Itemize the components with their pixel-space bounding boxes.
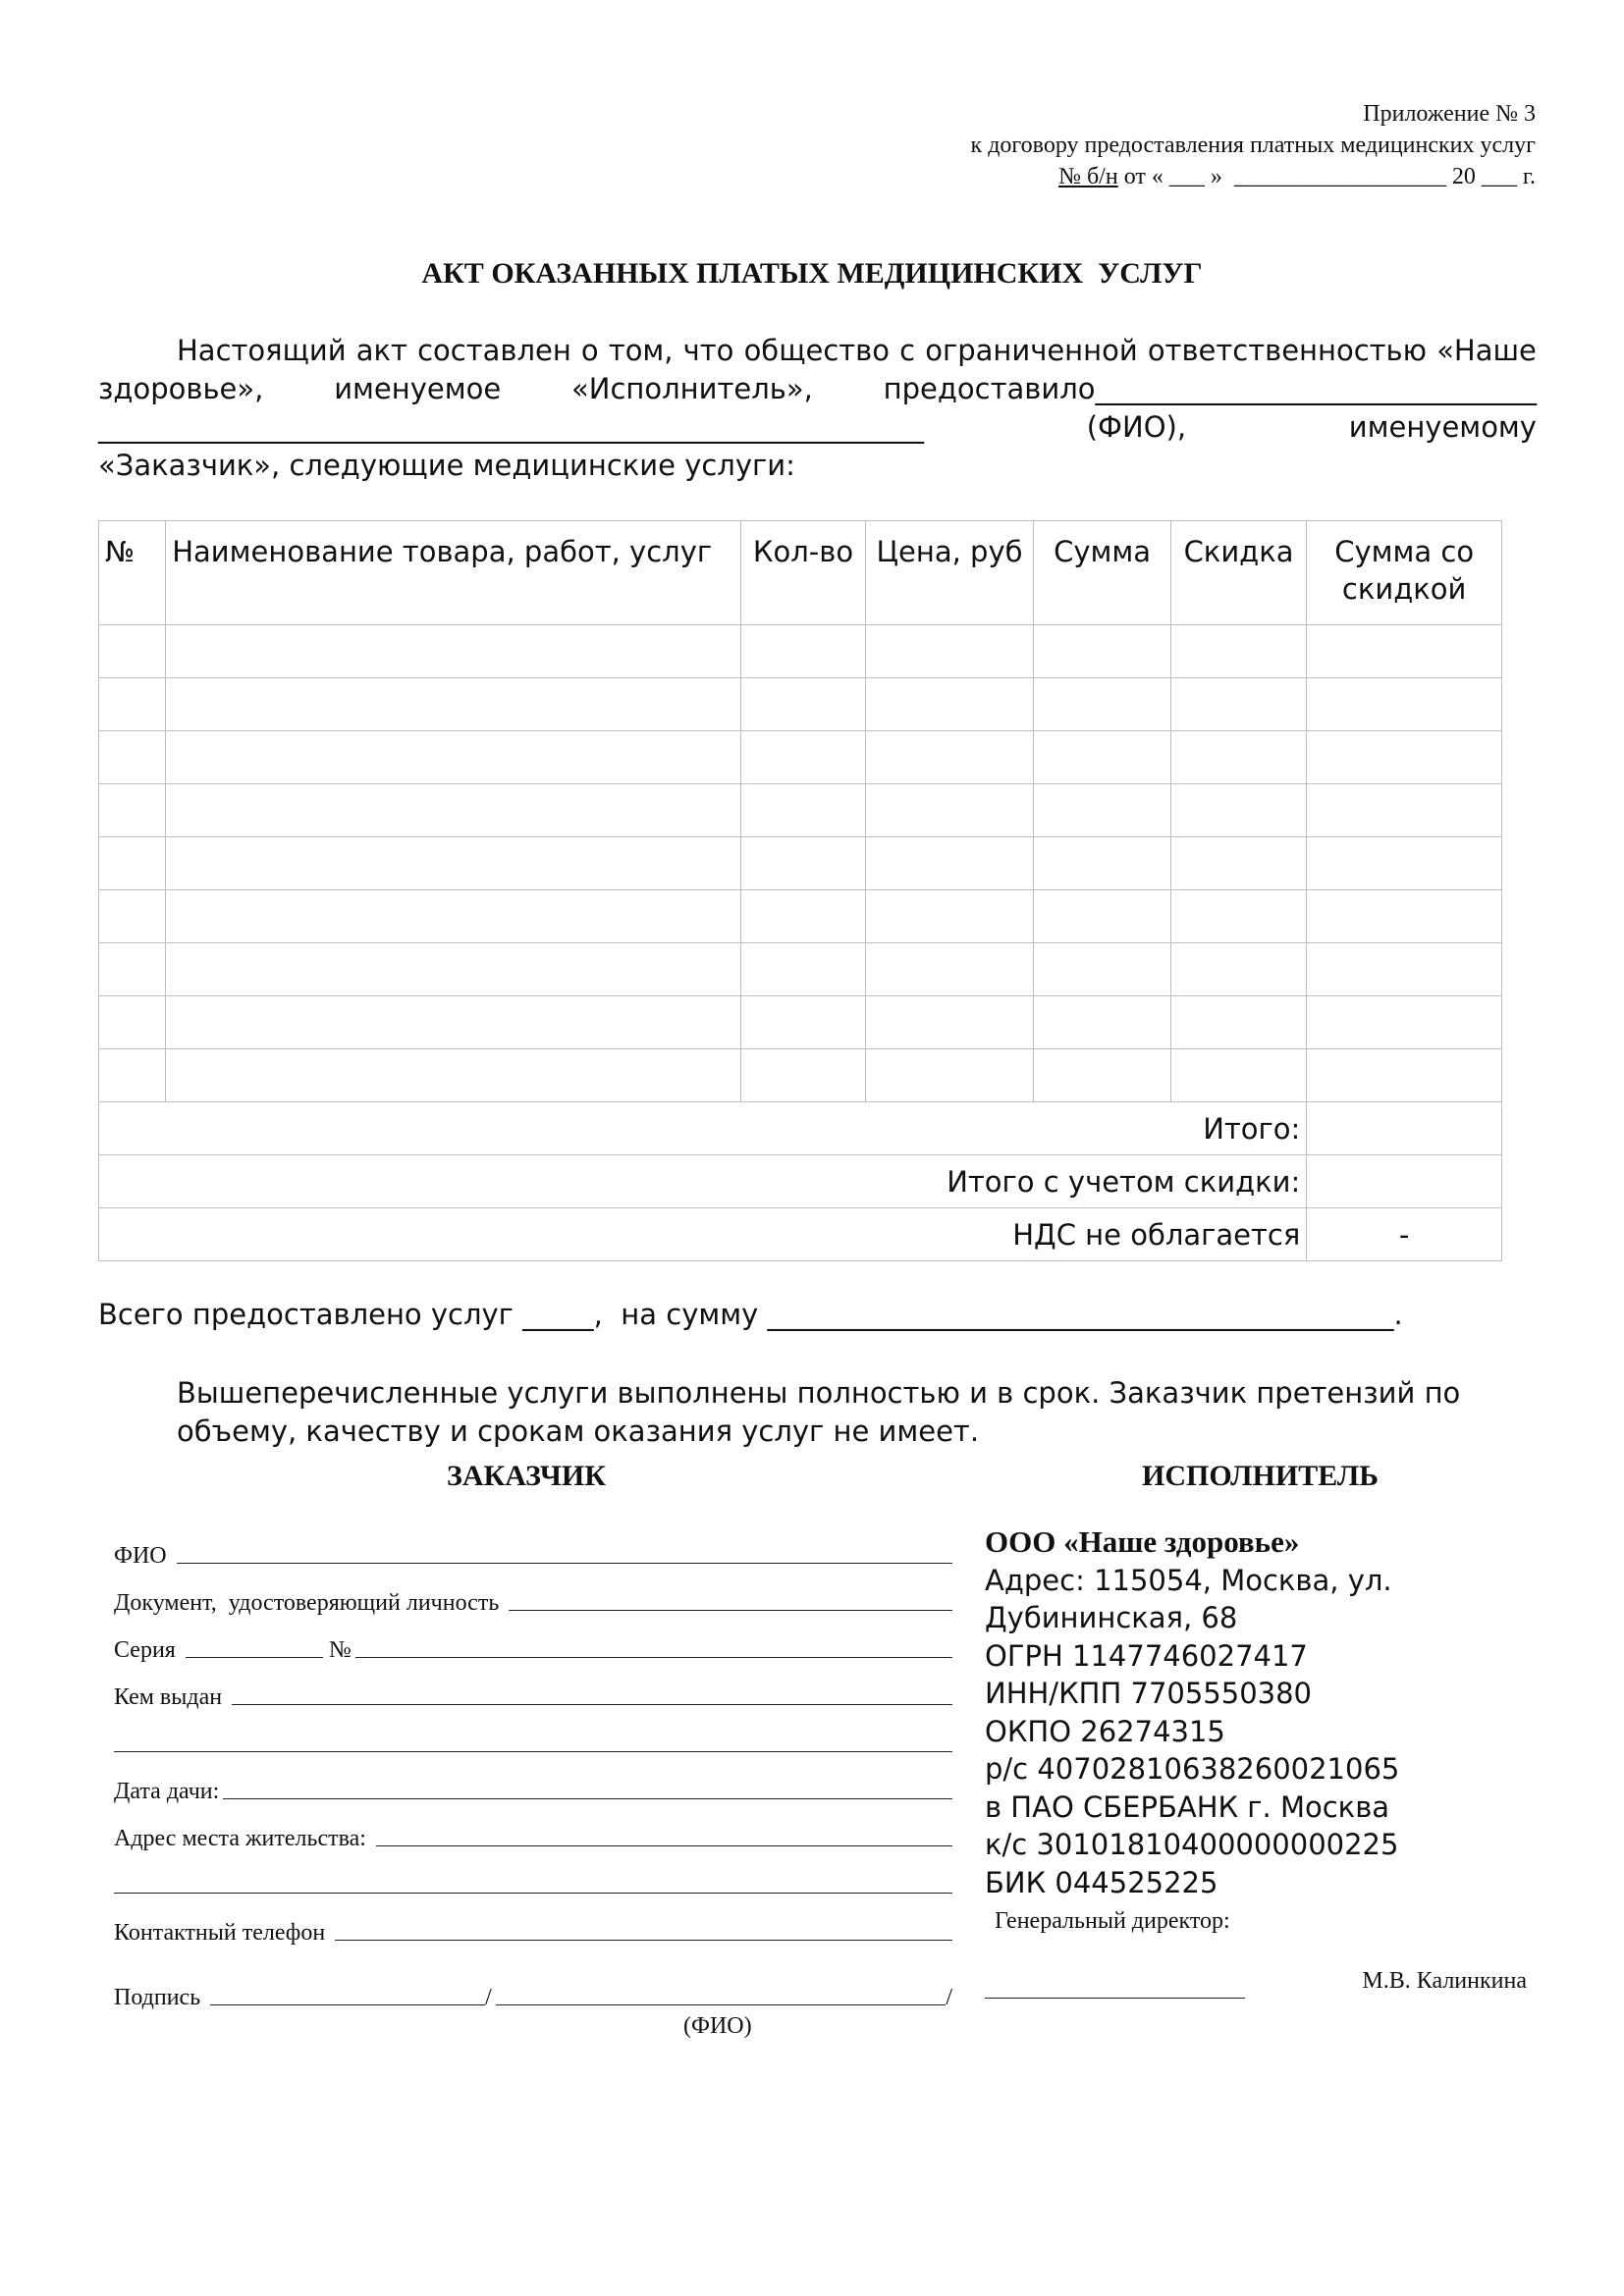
- table-cell[interactable]: [1170, 625, 1306, 678]
- table-cell[interactable]: [1170, 890, 1306, 943]
- table-cell[interactable]: [99, 837, 166, 890]
- table-cell[interactable]: [865, 837, 1034, 890]
- executor-inn-kpp: ИНН/КПП 7705550380: [985, 1677, 1313, 1710]
- table-cell[interactable]: [1034, 837, 1170, 890]
- table-cell[interactable]: [1170, 678, 1306, 731]
- customer-address-row-2: [114, 1852, 952, 1899]
- intro-word: с: [899, 334, 916, 367]
- vat-row: [99, 1208, 1502, 1261]
- number-label: №: [322, 1637, 352, 1663]
- table-cell[interactable]: [865, 943, 1034, 996]
- issued-label: Кем выдан: [114, 1684, 229, 1710]
- intro-word: «Наше: [1436, 334, 1537, 367]
- executor-name: ООО «Наше здоровье»: [985, 1524, 1300, 1559]
- appendix-header: [652, 98, 1536, 192]
- totals-row: [99, 1102, 1502, 1155]
- appendix-contract-number: [652, 161, 1536, 192]
- intro-word: ограниченной: [925, 334, 1138, 367]
- contract-number: № б/н: [1058, 164, 1118, 189]
- column-header: Наименование товара, работ, услуг: [166, 521, 741, 625]
- executor-address-2: Дубининская, 68: [985, 1601, 1238, 1634]
- table-cell[interactable]: [166, 678, 741, 731]
- address-label: Адрес места жительства:: [114, 1826, 372, 1851]
- table-row: [99, 678, 1502, 731]
- signature-field[interactable]: [210, 2004, 485, 2005]
- issued-field-continued[interactable]: [114, 1751, 952, 1752]
- executor-ogrn: ОГРН 1147746027417: [985, 1638, 1308, 1673]
- intro-word: именуемому: [1348, 410, 1537, 444]
- table-cell[interactable]: [1307, 890, 1502, 943]
- director-signature-row: [985, 1962, 1535, 2001]
- table-cell[interactable]: [1034, 784, 1170, 837]
- table-cell[interactable]: [1034, 1049, 1170, 1102]
- table-cell[interactable]: [1307, 625, 1502, 678]
- total-discount-value[interactable]: [1307, 1155, 1502, 1208]
- column-header: Цена, руб: [865, 521, 1034, 625]
- table-cell[interactable]: [741, 943, 865, 996]
- intro-word: ответственностью: [1147, 334, 1428, 367]
- series-label: Серия: [114, 1637, 182, 1663]
- table-cell[interactable]: [99, 996, 166, 1049]
- executor-bik: БИК 044525225: [985, 1865, 1218, 1899]
- table-row: [99, 996, 1502, 1049]
- column-header: Скидка: [1170, 521, 1306, 625]
- intro-line-1: [98, 332, 1537, 370]
- table-cell[interactable]: [1034, 678, 1170, 731]
- total-value[interactable]: [1307, 1102, 1502, 1155]
- series-field[interactable]: [186, 1657, 323, 1658]
- table-cell[interactable]: [166, 890, 741, 943]
- customer-date-row: [114, 1758, 952, 1805]
- table-cell[interactable]: [166, 784, 741, 837]
- table-row: [99, 731, 1502, 784]
- column-header: Сумма со скидкой: [1307, 521, 1502, 625]
- table-cell[interactable]: [99, 625, 166, 678]
- column-header: Сумма: [1034, 521, 1170, 625]
- table-row: [99, 784, 1502, 837]
- address-field-continued[interactable]: [114, 1893, 952, 1894]
- table-cell[interactable]: [741, 731, 865, 784]
- document-field[interactable]: [509, 1610, 952, 1611]
- table-cell[interactable]: [865, 625, 1034, 678]
- table-cell[interactable]: [1170, 943, 1306, 996]
- director-signature-line[interactable]: [985, 1998, 1245, 1999]
- table-cell[interactable]: [865, 1049, 1034, 1102]
- table-cell[interactable]: [741, 784, 865, 837]
- table-cell[interactable]: [865, 731, 1034, 784]
- appendix-contract-ref: к договору предоставления платных медицинских услуг: [970, 133, 1536, 158]
- director-name: М.В. Калинкина: [1362, 1968, 1527, 1994]
- table-row: [99, 943, 1502, 996]
- intro-word: «Исполнитель»,: [571, 372, 813, 405]
- table-cell[interactable]: [1307, 678, 1502, 731]
- appendix-title: Приложение № 3: [1363, 101, 1536, 127]
- intro-word: составлен: [417, 334, 571, 367]
- executor-header: ИСПОЛНИТЕЛЬ: [1142, 1460, 1380, 1492]
- table-cell[interactable]: [99, 943, 166, 996]
- table-cell[interactable]: [166, 943, 741, 996]
- phone-field[interactable]: [335, 1940, 952, 1941]
- vat-value: -: [1307, 1208, 1502, 1261]
- statement-text: Вышеперечисленные услуги выполнены полностью и в срок. Заказчик претензий по объему, качеству и срокам оказания услуг не имеет.: [177, 1376, 1461, 1448]
- customer-fio-row: [114, 1522, 952, 1570]
- table-cell[interactable]: [865, 784, 1034, 837]
- intro-word: о: [580, 334, 599, 367]
- table-cell[interactable]: [865, 890, 1034, 943]
- intro-word: (ФИО),: [1086, 410, 1187, 444]
- table-cell[interactable]: [1034, 731, 1170, 784]
- customer-signature-row: [114, 1962, 952, 2011]
- issued-field[interactable]: [232, 1704, 952, 1705]
- statement-paragraph: [98, 1374, 1502, 1451]
- table-cell[interactable]: [1307, 996, 1502, 1049]
- customer-address-row: [114, 1805, 952, 1852]
- table-cell[interactable]: [1034, 625, 1170, 678]
- document-title: АКТ ОКАЗАННЫХ ПЛАТЫХ МЕДИЦИНСКИХ УСЛУГ: [421, 257, 1203, 290]
- table-row: [99, 890, 1502, 943]
- table-cell[interactable]: [99, 784, 166, 837]
- customer-block: [114, 1522, 952, 2041]
- date-field[interactable]: [223, 1798, 952, 1799]
- vat-label: НДС не облагается: [99, 1208, 1307, 1261]
- document-label: Документ, удостоверяющий личность: [114, 1590, 506, 1616]
- table-cell[interactable]: [166, 1049, 741, 1102]
- executor-okpo: ОКПО 26274315: [985, 1714, 1225, 1748]
- table-cell[interactable]: [1307, 943, 1502, 996]
- table-cell[interactable]: [1034, 890, 1170, 943]
- intro-paragraph: [98, 332, 1537, 485]
- table-cell[interactable]: [1034, 943, 1170, 996]
- table-cell[interactable]: [1307, 1049, 1502, 1102]
- intro-word: общество: [743, 334, 891, 367]
- director-label: Генеральный директор:: [995, 1908, 1230, 1934]
- intro-word: что: [682, 334, 734, 367]
- table-cell[interactable]: [1170, 996, 1306, 1049]
- table-row: [99, 837, 1502, 890]
- table-cell[interactable]: [741, 996, 865, 1049]
- table-cell[interactable]: [1170, 1049, 1306, 1102]
- column-header: Кол-во: [741, 521, 865, 625]
- services-table: [98, 520, 1502, 1261]
- signature-slash: /: [485, 1985, 492, 2010]
- table-cell[interactable]: [741, 625, 865, 678]
- signature-fio-caption: (ФИО): [683, 2013, 752, 2039]
- executor-bank: в ПАО СБЕРБАНК г. Москва: [985, 1789, 1390, 1824]
- fio-field[interactable]: [177, 1563, 952, 1564]
- table-cell[interactable]: [1307, 837, 1502, 890]
- table-cell[interactable]: [1307, 731, 1502, 784]
- signature-label: Подпись: [114, 1985, 207, 2010]
- fio-label: ФИО: [114, 1543, 173, 1569]
- table-cell[interactable]: [166, 731, 741, 784]
- customer-series-row: [114, 1617, 952, 1664]
- intro-word: Настоящий: [177, 334, 347, 367]
- services-summary: Всего предоставлено услуг _____, на сумму ____________________________________________.: [98, 1298, 1403, 1331]
- intro-word: именуемое: [334, 372, 502, 405]
- table-cell[interactable]: [99, 731, 166, 784]
- total-label: Итого:: [99, 1102, 1307, 1155]
- table-cell[interactable]: [1170, 837, 1306, 890]
- table-cell[interactable]: [1170, 731, 1306, 784]
- executor-address-1: Адрес: 115054, Москва, ул.: [985, 1563, 1392, 1597]
- table-cell[interactable]: [99, 1049, 166, 1102]
- table-cell[interactable]: [166, 625, 741, 678]
- contract-date: от « ___ » __________________ 20 ___ г.: [1117, 164, 1536, 189]
- table-cell[interactable]: [1034, 996, 1170, 1049]
- table-cell[interactable]: [1307, 784, 1502, 837]
- table-cell[interactable]: [741, 890, 865, 943]
- number-field[interactable]: [355, 1657, 952, 1658]
- intro-line-2: [98, 370, 1537, 408]
- table-cell[interactable]: [741, 678, 865, 731]
- customer-issued-row: [114, 1664, 952, 1711]
- table-cell[interactable]: [166, 837, 741, 890]
- table-cell[interactable]: [166, 996, 741, 1049]
- table-row: [99, 1049, 1502, 1102]
- intro-line-3: [98, 408, 1537, 447]
- total-discount-label: Итого с учетом скидки:: [99, 1155, 1307, 1208]
- customer-name-blank: __________________________________________________________: [98, 410, 924, 444]
- table-cell[interactable]: [865, 678, 1034, 731]
- table-row: [99, 625, 1502, 678]
- totals-discount-row: [99, 1155, 1502, 1208]
- table-header-row: [99, 521, 1502, 625]
- intro-word: акт: [355, 334, 407, 367]
- column-header: №: [99, 521, 166, 625]
- table-cell[interactable]: [741, 1049, 865, 1102]
- customer-document-row: [114, 1570, 952, 1617]
- executor-block: [985, 1523, 1535, 2001]
- date-label: Дата дачи:: [114, 1779, 220, 1804]
- customer-phone-row: [114, 1899, 952, 1947]
- customer-header: ЗАКАЗЧИК: [447, 1460, 606, 1492]
- signature-fio-field[interactable]: [496, 2004, 947, 2005]
- table-cell[interactable]: [99, 890, 166, 943]
- intro-word: том,: [608, 334, 674, 367]
- intro-word: здоровье»,: [98, 372, 264, 405]
- intro-provided-blank: предоставило_______________________________: [883, 372, 1537, 405]
- table-cell[interactable]: [741, 837, 865, 890]
- signature-slash-end: /: [946, 1985, 952, 2010]
- table-cell[interactable]: [1170, 784, 1306, 837]
- phone-label: Контактный телефон: [114, 1920, 332, 1946]
- table-cell[interactable]: [99, 678, 166, 731]
- address-field[interactable]: [376, 1845, 952, 1846]
- executor-account: р/с 40702810638260021065: [985, 1752, 1400, 1786]
- table-cell[interactable]: [865, 996, 1034, 1049]
- executor-corr-account: к/с 30101810400000000225: [985, 1828, 1399, 1861]
- customer-issued-row-2: [114, 1711, 952, 1758]
- intro-line-4: «Заказчик», следующие медицинские услуги:: [98, 449, 795, 482]
